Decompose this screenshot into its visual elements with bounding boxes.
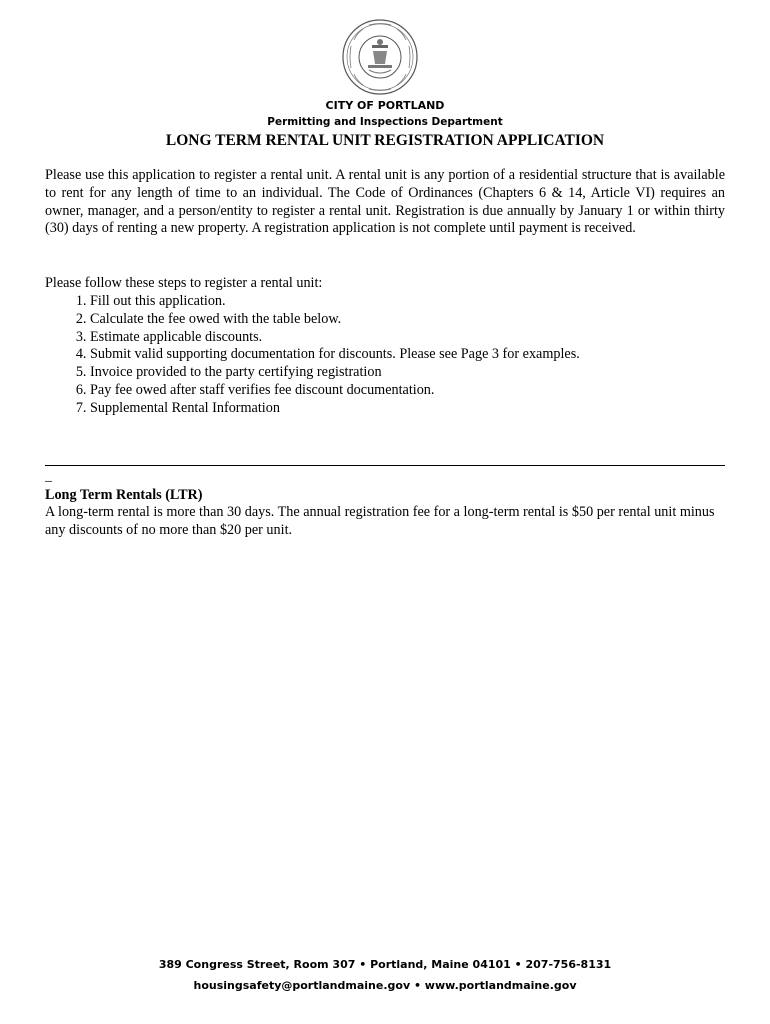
list-item: 3. Estimate applicable discounts. bbox=[90, 329, 770, 347]
page-title: LONG TERM RENTAL UNIT REGISTRATION APPLICATION bbox=[165, 132, 605, 149]
intro-paragraph: Please use this application to register a rental unit. A rental unit is any portion of a residential structure that is available to rent for any length of time to an individual. The Code of Ordinances (Chapters 6 & 14, Article VI) requires an owner, manager, and a person/entity to register a rental unit. Registration is due annually by January 1 or within thirty (30) days of renting a new property. A registration application is not complete until payment is received. bbox=[45, 167, 725, 237]
steps-list bbox=[45, 293, 770, 418]
list-item: 5. Invoice provided to the party certifying registration bbox=[90, 364, 770, 382]
list-item: 1. Fill out this application. bbox=[90, 293, 770, 311]
ltr-paragraph: A long-term rental is more than 30 days. The annual registration fee for a long-term rental is $50 per rental unit minus any discounts of no more than $20 per unit. bbox=[45, 504, 715, 538]
steps-lead: Please follow these steps to register a rental unit: bbox=[45, 275, 323, 291]
list-item: 7. Supplemental Rental Information bbox=[90, 400, 770, 418]
section-divider bbox=[45, 465, 725, 466]
footer-contact: housingsafety@portlandmaine.gov • www.portlandmaine.gov bbox=[193, 979, 577, 992]
department-name: Permitting and Inspections Department bbox=[267, 116, 503, 128]
city-seal-logo bbox=[341, 18, 419, 96]
footer-address: 389 Congress Street, Room 307 • Portland, Maine 04101 • 207-756-8131 bbox=[158, 958, 612, 971]
list-item: 2. Calculate the fee owed with the table below. bbox=[90, 311, 770, 329]
list-item: 6. Pay fee owed after staff verifies fee discount documentation. bbox=[90, 382, 770, 400]
ltr-heading: Long Term Rentals (LTR) bbox=[45, 487, 203, 503]
divider-dash: _ bbox=[45, 469, 52, 484]
city-name: CITY OF PORTLAND bbox=[325, 99, 445, 112]
list-item: 4. Submit valid supporting documentation for discounts. Please see Page 3 for examples. bbox=[90, 346, 770, 364]
